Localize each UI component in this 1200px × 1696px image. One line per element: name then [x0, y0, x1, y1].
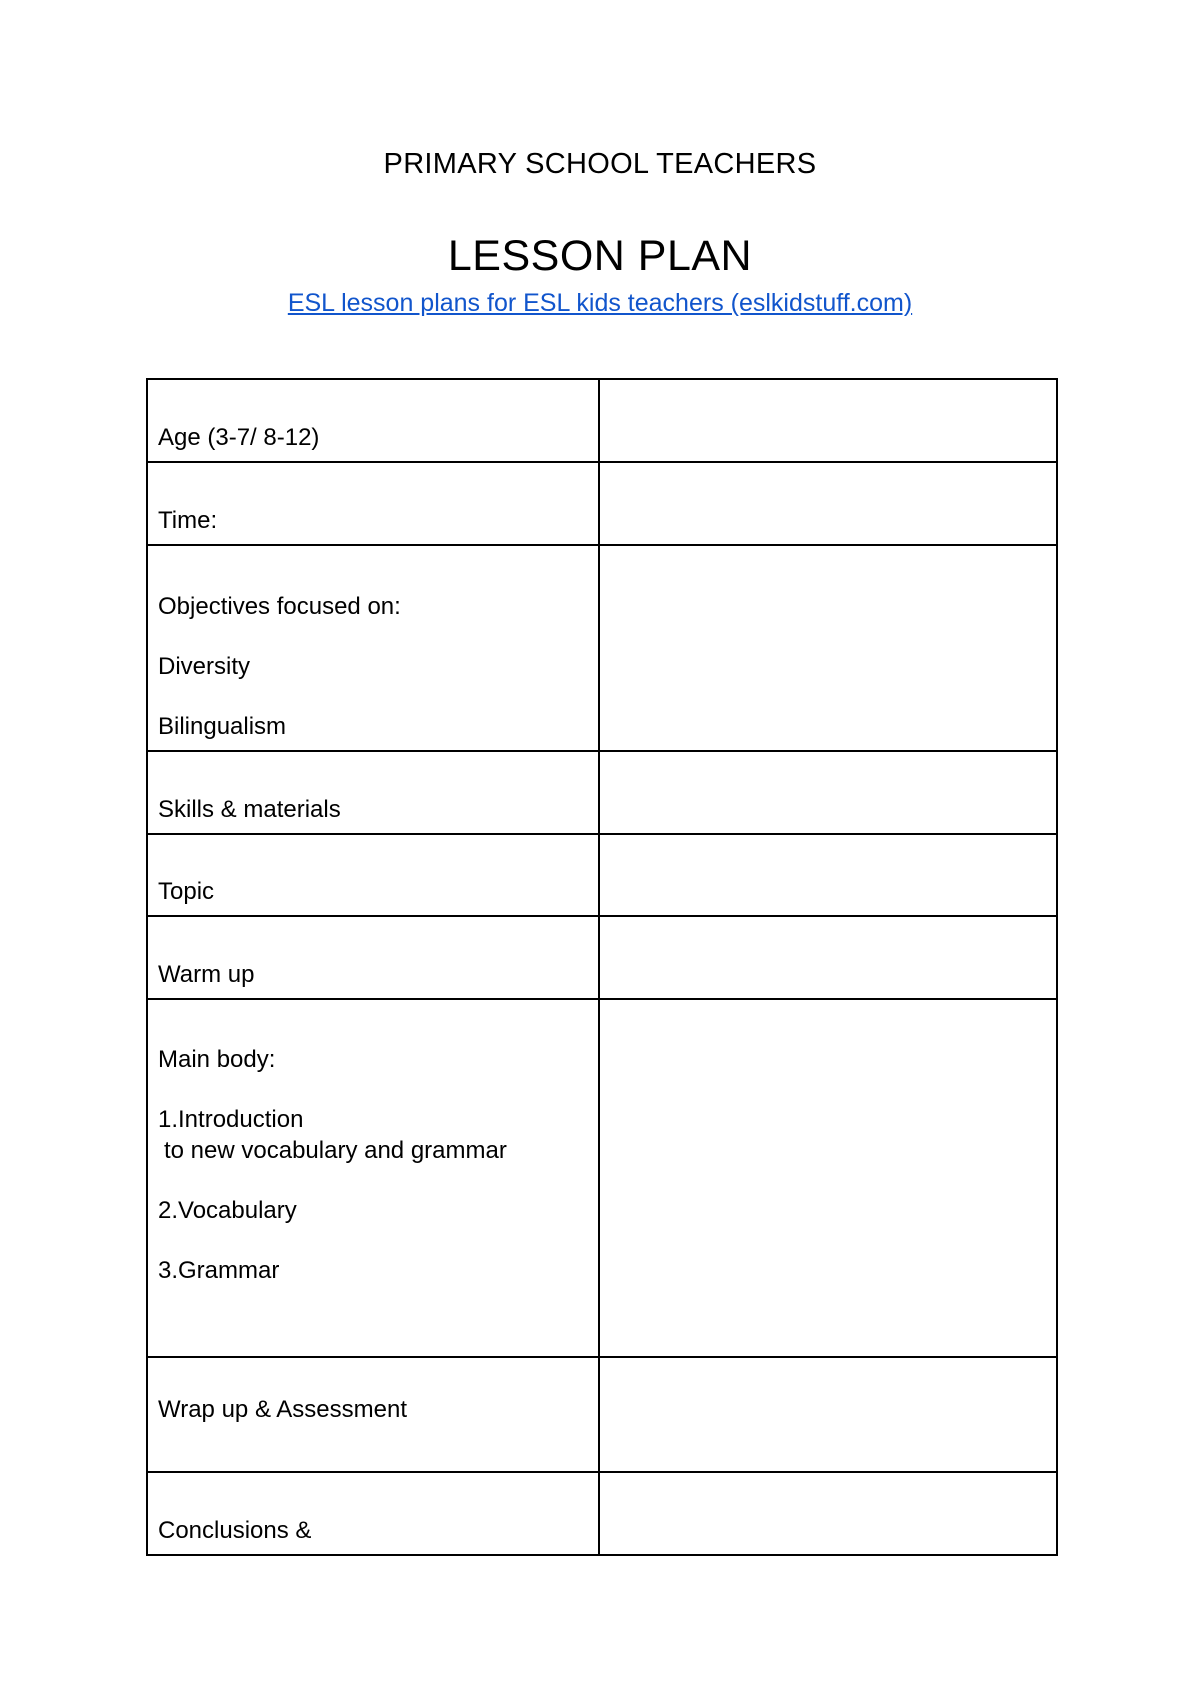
row-value-wrap-up[interactable]: [599, 1357, 1057, 1472]
table-row: [147, 1472, 1057, 1555]
objective-bilingualism: Bilingualism: [158, 713, 287, 740]
row-label-objectives: [147, 545, 599, 751]
row-value-skills[interactable]: [599, 751, 1057, 834]
row-value-topic[interactable]: [599, 834, 1057, 916]
document-subtitle: PRIMARY SCHOOL TEACHERS: [383, 148, 817, 180]
row-label-wrap-up: Wrap up & Assessment: [147, 1357, 599, 1472]
row-value-objectives[interactable]: [599, 545, 1057, 751]
table-row: [147, 379, 1057, 462]
row-label-main-body: [147, 999, 599, 1357]
main-body-item-1-detail: to new vocabulary and grammar: [164, 1137, 507, 1164]
row-label-conclusions: Conclusions &: [147, 1472, 599, 1555]
row-label-time: Time:: [147, 462, 599, 545]
document-title: LESSON PLAN: [447, 232, 753, 280]
row-value-warm-up[interactable]: [599, 916, 1057, 999]
table-row: [147, 1357, 1057, 1472]
row-value-age[interactable]: [599, 379, 1057, 462]
main-body-item-2: 2.Vocabulary: [158, 1197, 297, 1224]
row-value-conclusions[interactable]: [599, 1472, 1057, 1555]
table-row: [147, 916, 1057, 999]
row-label-skills: Skills & materials: [147, 751, 599, 834]
objective-diversity: Diversity: [158, 653, 251, 680]
row-value-main-body[interactable]: [599, 999, 1057, 1357]
table-row: [147, 545, 1057, 751]
main-body-item-3: 3.Grammar: [158, 1257, 280, 1284]
main-body-item-1: 1.Introduction: [158, 1106, 304, 1133]
table-row: [147, 462, 1057, 545]
row-label-topic: Topic: [147, 834, 599, 916]
row-label-age: Age (3-7/ 8-12): [147, 379, 599, 462]
table-row: [147, 834, 1057, 916]
table-row: [147, 999, 1057, 1357]
row-value-time[interactable]: [599, 462, 1057, 545]
source-link[interactable]: ESL lesson plans for ESL kids teachers (eslkidstuff.com): [287, 289, 913, 317]
main-body-heading: Main body:: [158, 1046, 276, 1073]
source-link-container: [0, 289, 1200, 318]
row-label-warm-up: Warm up: [147, 916, 599, 999]
lesson-plan-table: [146, 378, 1058, 1556]
table-row: [147, 751, 1057, 834]
objectives-heading: Objectives focused on:: [158, 593, 401, 620]
